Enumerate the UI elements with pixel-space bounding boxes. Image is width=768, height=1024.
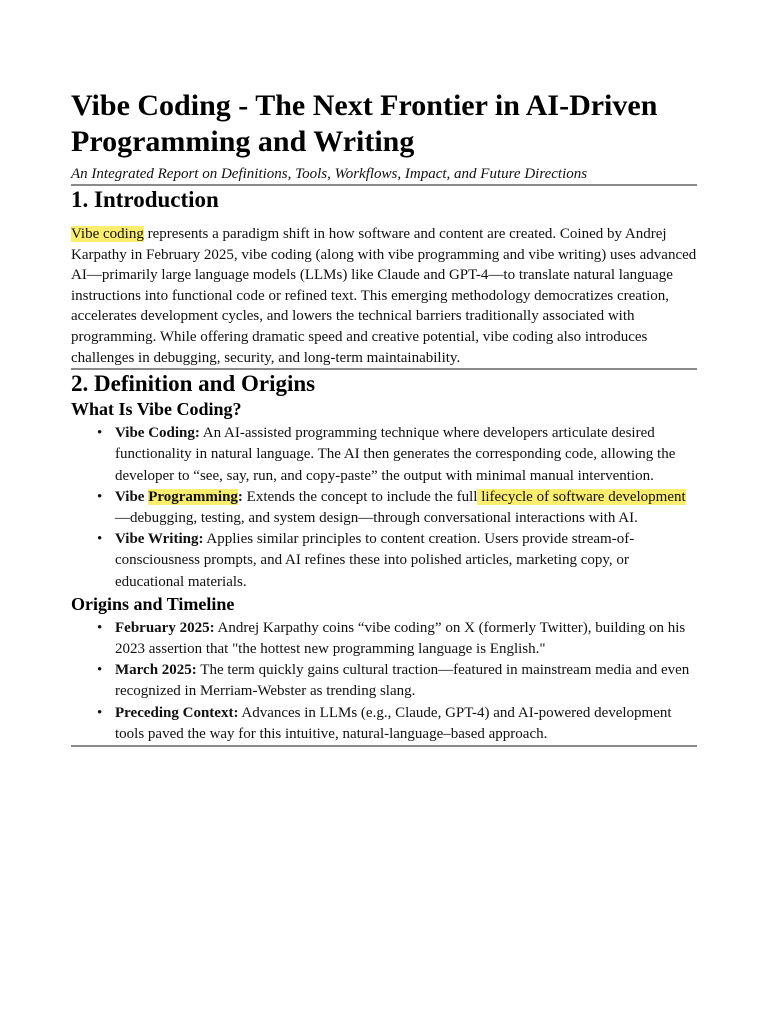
list-item-text: Applies similar principles to content creation. Users provide stream-of-consciousness prompts, and AI refines these into polished articles, marketing copy, or educational materials. xyxy=(115,531,635,590)
list-item xyxy=(115,423,697,487)
section-divider xyxy=(71,745,697,747)
list-item-term: Vibe Writing: xyxy=(115,531,204,548)
highlighted-term: Programming xyxy=(148,488,238,505)
timeline-list xyxy=(71,618,697,745)
introduction-heading: 1. Introduction xyxy=(71,187,219,212)
highlighted-term: Vibe coding xyxy=(71,226,144,242)
list-item-term xyxy=(115,489,243,505)
list-item-term: February 2025: xyxy=(115,619,215,636)
list-item-text: —debugging, testing, and system design—through conversational interactions with AI. xyxy=(115,509,638,526)
document-title: Vibe Coding - The Next Frontier in AI-Driven Programming and Writing xyxy=(71,89,658,158)
document-content xyxy=(71,88,697,747)
list-item-text: Andrej Karpathy coins “vibe coding” on X (formerly Twitter), building on his 2023 assertion that "the hottest new programming language is English." xyxy=(115,619,686,657)
highlighted-phrase: lifecycle of software development xyxy=(477,488,686,505)
term-part: Vibe xyxy=(115,488,149,505)
introduction-text: represents a paradigm shift in how software and content are created. Coined by Andrej Karpathy in February 2025, vibe coding (along with vibe programming and vibe writing) uses advanced AI—primarily large language models (LLMs) like Claude and GPT-4—to translate natural language instructions into functional code or refined text. This emerging methodology democratizes creation, accelerates development cycles, and lowers the technical barriers traditionally associated with programming. While offering dramatic speed and creative potential, vibe coding also introduces challenges in debugging, security, and long-term maintainability. xyxy=(71,226,697,366)
list-item xyxy=(115,618,697,660)
list-item-term: Preceding Context: xyxy=(115,704,239,721)
definition-heading: 2. Definition and Origins xyxy=(71,371,316,397)
term-part: : xyxy=(237,488,243,505)
list-item xyxy=(115,529,697,593)
list-item-text: The term quickly gains cultural traction—featured in mainstream media and even recognized in Merriam-Webster as trending slang. xyxy=(115,662,690,700)
what-is-vibe-coding-heading: What Is Vibe Coding? xyxy=(71,399,242,420)
definition-list xyxy=(71,423,697,593)
list-item xyxy=(115,703,697,745)
introduction-paragraph xyxy=(71,224,697,368)
document-subtitle: An Integrated Report on Definitions, Tools, Workflows, Impact, and Future Directions xyxy=(71,166,588,182)
origins-timeline-heading: Origins and Timeline xyxy=(71,593,235,614)
list-item xyxy=(115,660,697,702)
list-item-term: March 2025: xyxy=(115,662,197,679)
list-item-text: An AI-assisted programming technique where developers articulate desired functionality in natural language. The AI then generates the corresponding code, allowing the developer to “see, say, run, and copy-paste” the output with minimal manual intervention. xyxy=(115,425,676,484)
list-item-text: Extends the concept to include the full xyxy=(242,488,478,505)
list-item-text: Advances in LLMs (e.g., Claude, GPT-4) and AI-powered development tools paved the way for this intuitive, natural-language–based approach. xyxy=(115,704,672,742)
list-item-term: Vibe Coding: xyxy=(115,425,200,442)
list-item xyxy=(115,487,697,529)
